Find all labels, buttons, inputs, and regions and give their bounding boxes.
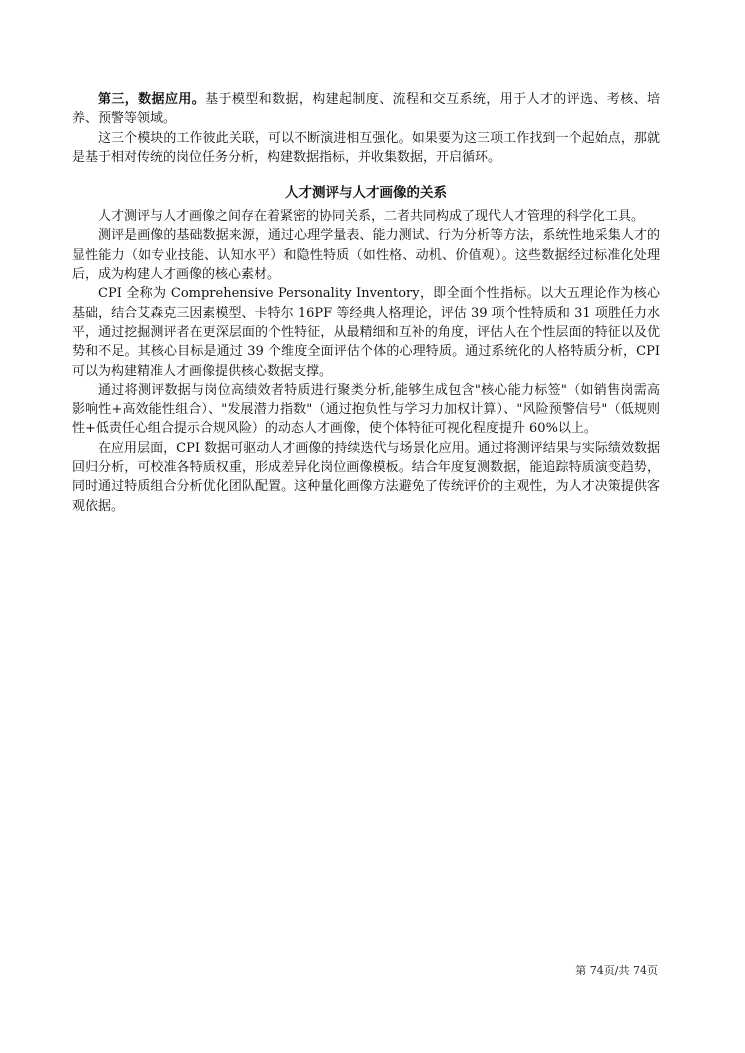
paragraph: 人才测评与人才画像之间存在着紧密的协同关系，二者共同构成了现代人才管理的科学化工具。 — [98, 209, 645, 225]
paragraph: 在应用层面，CPI 数据可驱动人才画像的持续迭代与场景化应用。通过将测评结果与实际绩效数据回归分析，可校准各特质权重，形成差异化岗位画像模板。结合年度复测数据，能追踪特质演变趋势，同时通过特质组合分析优化团队配置。这种量化画像方法避免了传统评价的主观性，为人才决策提供客观依据。 — [72, 440, 660, 514]
section-heading: 人才测评与人才画像的关系 — [285, 185, 447, 202]
paragraph-modules-relation: 这三个模块的工作彼此关联，可以不断演进相互强化。如果要为这三项工作找到一个起始点，那就是基于相对传统的岗位任务分析，构建数据指标，并收集数据，开启循环。 — [72, 130, 660, 165]
paragraph: 通过将测评数据与岗位高绩效者特质进行聚类分析,能够生成包含"核心能力标签"（如销售岗需高影响性+高效能性组合）、"发展潜力指数"（通过抱负性与学习力加权计算）、"风险预警信号"（低规则性+低责任心组合提示合规风险）的动态人才画像，使个体特征可视化程度提升 60%以上。 — [72, 382, 660, 437]
paragraph-lead-bold: 第三，数据应用。 — [98, 92, 206, 107]
paragraph: 测评是画像的基础数据来源，通过心理学量表、能力测试、行为分析等方法，系统性地采集人才的显性能力（如专业技能、认知水平）和隐性特质（如性格、动机、价值观）。这些数据经过标准化处理后，成为构建人才画像的核心素材。 — [72, 228, 660, 283]
paragraph-data-application — [72, 90, 660, 129]
page-number: 第 74页/共 74页 — [575, 964, 658, 977]
paragraph-text: 基于模型和数据，构建起制度、流程和交互系统，用于人才的评选、考核、培养、预警等领域。 — [72, 92, 660, 127]
document-page — [72, 90, 660, 516]
paragraph: CPI 全称为 Comprehensive Personality Inventory，即全面个性指标。以大五理论作为核心基础，结合艾森克三因素模型、卡特尔 16PF 等经典人格理论，评估 39 项个性特质和 31 项胜任力水平，通过挖掘测评者在更深层面的个性特征，从最精细和互补的角度，评估人在个性层面的特征以及优势和不足。其核心目标是通过 39 个维度全面评估个体的心理特质。通过系统化的人格特质分析，CPI 可以为构建精准人才画像提供核心数据支撑。 — [72, 286, 660, 379]
